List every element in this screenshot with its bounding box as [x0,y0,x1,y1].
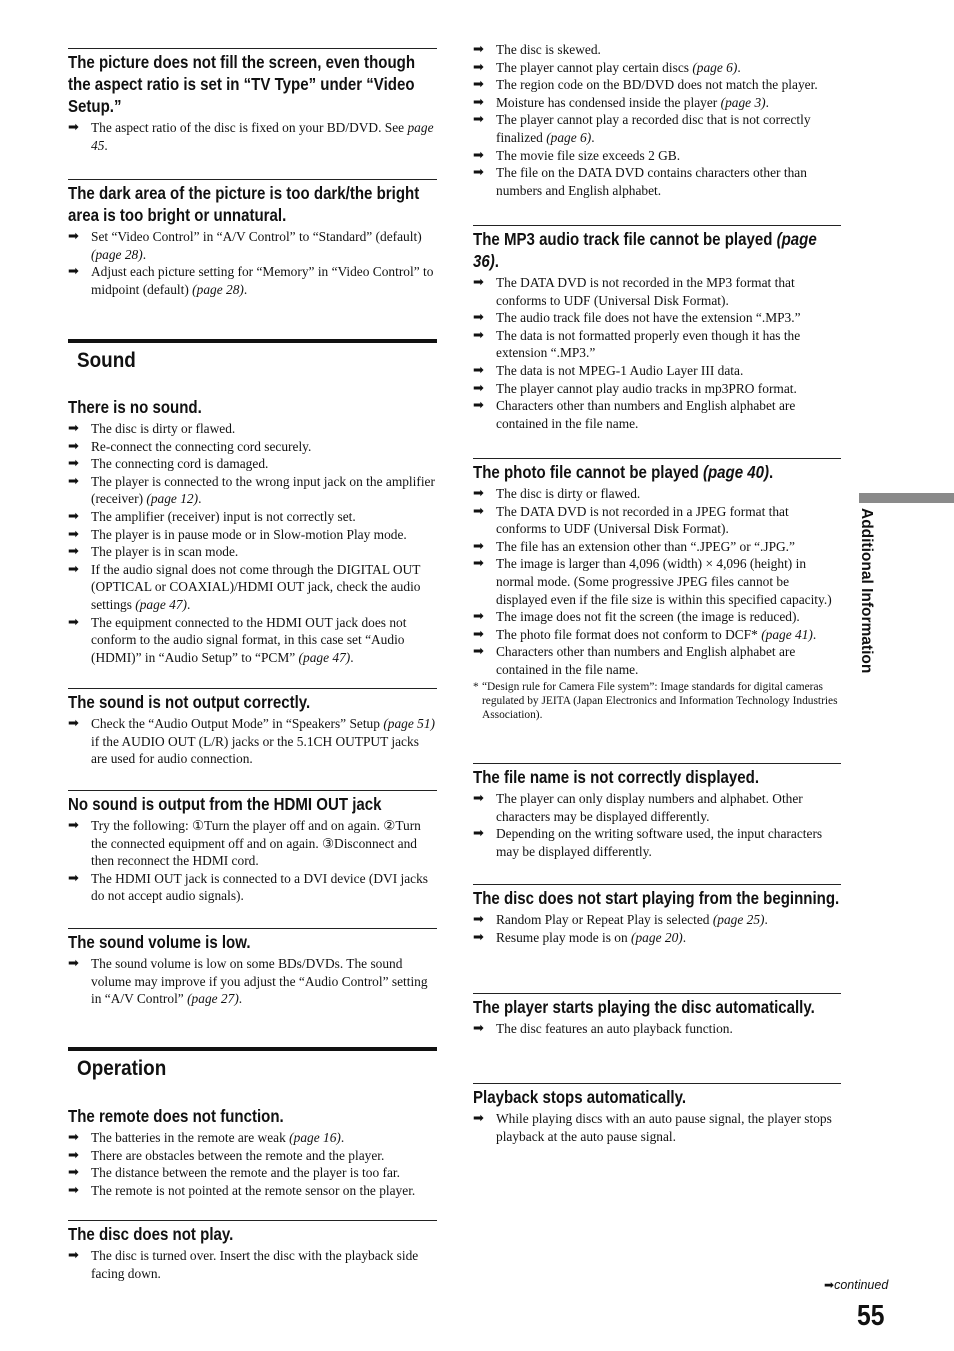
arrow-icon: ➡ [68,508,79,524]
topic-heading-text: There is no sound. [68,397,202,417]
item-text: The audio track file does not have the extension “.MP3.” [496,310,801,326]
category-operation [68,1047,437,1082]
page-reference: (page 28) [192,281,244,297]
page-reference: (page 25) [712,912,765,927]
continued-list [473,41,841,199]
topic-file-name [473,763,841,860]
item-text: The disc features an auto playback function. [496,1021,733,1036]
arrow-icon: ➡ [473,486,484,501]
solution-list [68,1129,437,1199]
topic-heading [473,887,840,909]
topic-heading-text: The player starts playing the disc automatically. [473,997,815,1017]
arrow-icon: ➡ [473,538,484,554]
solution-item [68,455,437,473]
item-text-end: . [198,491,202,507]
topic-heading-text: The photo file cannot be played [473,462,699,482]
solution-item [473,929,841,947]
topic-heading [473,766,840,788]
solution-list [473,1110,841,1145]
solution-item [68,473,437,508]
arrow-icon: ➡ [68,456,79,472]
arrow-icon: ➡ [68,614,79,630]
solution-item [68,508,437,526]
arrow-icon: ➡ [68,264,79,280]
solution-item [473,555,841,608]
solution-list [68,955,437,1008]
page-reference: (page 16) [289,1130,341,1145]
solution-item [473,111,841,146]
item-text: Random Play or Repeat Play is selected [496,912,710,927]
item-text: The file on the DATA DVD contains characters other than numbers and English alphabet. [496,165,807,198]
arrow-icon: ➡ [473,398,484,414]
arrow-icon: ➡ [68,229,79,244]
solution-list [473,41,841,199]
topic-heading [473,228,840,272]
topic-heading [68,182,436,226]
item-text: The player cannot play audio tracks in mp3PRO format. [496,380,797,396]
topic-heading-text: The sound is not output correctly. [68,692,311,712]
item-text: The aspect ratio of the disc is fixed on your BD/DVD. See [91,120,405,135]
arrow-icon: ➡ [473,165,484,181]
topic-heading [68,1223,436,1245]
page-reference: (page 41) [761,626,813,642]
item-text-end: . [812,626,817,642]
solution-item [473,825,841,860]
topic-no-hdmi-sound [68,790,437,905]
item-text: The disc is turned over. Insert the disc with the playback side facing down. [91,1248,419,1281]
arrow-icon: ➡ [68,544,79,560]
solution-item [473,538,841,556]
solution-list [473,911,841,946]
topic-heading-text: The remote does not function. [68,1106,284,1126]
item-text-end: if the AUDIO OUT (L/R) jacks or the 5.1CH OUTPUT jacks are used for audio connection. [91,733,419,767]
arrow-icon: ➡ [473,77,484,93]
arrow-icon: ➡ [68,473,79,489]
arrow-icon: ➡ [68,956,79,971]
arrow-icon: ➡ [473,112,484,128]
item-text-end: . [591,129,595,145]
topic-photo [473,458,841,723]
arrow-icon: ➡ [68,870,79,886]
item-text: The player cannot play certain discs [496,59,689,75]
item-text: Depending on the writing software used, the input characters may be displayed differently. [496,826,823,859]
page-reference: (page 3) [720,94,766,110]
topic-heading-text: The dark area of the picture is too dark/the bright area is too bright or unnatural. [68,183,420,225]
item-text-end: . [737,59,741,75]
arrow-icon: ➡ [473,94,484,110]
topic-heading [68,51,436,117]
page-reference: (page 27) [187,991,239,1007]
solution-list [68,119,437,154]
item-text: There are obstacles between the remote and the player. [91,1147,385,1163]
item-text: The sound volume is low on some BDs/DVDs. The sound volume may improve if you adjust the “Audio Control” setting in “A/V Control” [91,956,428,1007]
solution-list [473,274,841,432]
arrow-icon: ➡ [473,556,484,572]
item-text-end: . [186,596,191,612]
solution-list [68,228,437,298]
solution-item [68,1129,437,1147]
arrow-icon: ➡ [473,626,484,642]
topic-mp3 [473,225,841,432]
solution-item [68,119,437,154]
category-sound [68,339,437,374]
solution-list [68,715,437,768]
solution-item [68,1164,437,1182]
arrow-icon: ➡ [473,327,484,343]
topic-volume-low [68,928,437,1008]
page-reference: (page 6) [692,59,738,75]
item-text: The batteries in the remote are weak [91,1130,286,1145]
solution-item [68,817,437,870]
arrow-icon: ➡ [473,380,484,396]
topic-heading-text: The disc does not start playing from the beginning. [473,888,840,908]
solution-item [473,147,841,165]
item-text: Moisture has condensed inside the player [496,94,718,110]
solution-item [68,715,437,768]
solution-item [68,526,437,544]
solution-item [473,362,841,380]
topic-heading-text: The disc does not play. [68,1224,234,1244]
heading-end: . [769,462,774,482]
arrow-icon: ➡ [68,526,79,542]
solution-list [68,817,437,905]
item-text: The data is not formatted properly even though it has the extension “.MP3.” [496,327,801,361]
page-reference: (page 6) [546,129,592,145]
item-text: The connecting cord is damaged. [91,456,269,472]
solution-item [473,1020,841,1038]
solution-item [68,263,437,298]
solution-item [68,955,437,1008]
footnote [473,680,841,723]
arrow-icon: ➡ [473,644,484,660]
solution-item [473,608,841,626]
item-text: The DATA DVD is not recorded in the MP3 format that conforms to UDF (Universal Disk Format). [496,275,795,308]
arrow-icon: ➡ [68,818,79,833]
topic-heading [473,1086,840,1108]
solution-list [473,1020,841,1038]
topic-sound-not-correct [68,688,437,768]
arrow-icon: ➡ [473,275,484,290]
category-heading: Sound [77,349,136,372]
solution-item [68,420,437,438]
solution-item [473,485,841,503]
solution-item [473,309,841,327]
item-text: Adjust each picture setting for “Memory” in “Video Control” to midpoint (default) [91,264,434,297]
continued-arrow-icon: ➡ [824,1278,835,1292]
item-text-end: . [142,246,147,262]
arrow-icon: ➡ [68,1248,79,1263]
solution-item [473,41,841,59]
topic-heading [68,691,436,713]
item-text: The player can only display numbers and alphabet. Other characters may be displayed differently. [496,791,803,824]
item-text: The remote is not pointed at the remote sensor on the player. [91,1182,416,1198]
heading-end: . [494,251,499,271]
item-text: Re-connect the connecting cord securely. [91,438,312,454]
item-text: The disc is dirty or flawed. [91,421,236,436]
solution-item [68,543,437,561]
topic-auto-start [473,993,841,1038]
arrow-icon: ➡ [473,912,484,927]
topic-heading [473,461,840,483]
item-text: The disc is dirty or flawed. [496,486,641,501]
footnote-text: “Design rule for Camera File system”: Image standards for digital cameras regulated by JEITA (Japan Electronics and Information Technology Industries Association). [482,680,838,722]
solution-item [68,870,437,905]
solution-item [473,1110,841,1145]
solution-list [68,1247,437,1282]
solution-item [68,561,437,614]
item-text-end: . [765,94,769,110]
topic-heading-text: Playback stops automatically. [473,1087,687,1107]
solution-list [473,485,841,679]
side-tab-label: Additional Information [858,508,875,674]
item-text: Try the following: ①Turn the player off and on again. ②Turn the connected equipment off and on again. ③Disconnect and then reconnect the HDMI cord. [91,818,421,869]
arrow-icon: ➡ [68,1130,79,1145]
arrow-icon: ➡ [68,421,79,436]
solution-list [473,790,841,860]
solution-item [68,1147,437,1165]
topic-heading [68,931,436,953]
footnote-marker: * [473,680,479,693]
solution-item [473,94,841,112]
page-reference: page 45 [91,120,434,153]
solution-list [68,420,437,666]
arrow-icon: ➡ [473,1021,484,1036]
arrow-icon: ➡ [68,561,79,577]
solution-item [473,76,841,94]
arrow-icon: ➡ [473,310,484,326]
topic-heading-text: The picture does not fill the screen, even though the aspect ratio is set in “TV Type” under “Video Setup.” [68,52,416,116]
solution-item [68,438,437,456]
item-text: While playing discs with an auto pause signal, the player stops playback at the auto pause signal. [496,1111,832,1144]
item-text: The photo file format does not conform to DCF* [496,626,758,642]
item-text-end: . [238,991,243,1007]
arrow-icon: ➡ [473,362,484,378]
page-reference: (page 28) [91,246,143,262]
item-text-end: . [243,281,248,297]
page-number: 55 [857,1300,885,1332]
topic-no-sound [68,394,437,666]
topic-heading [68,793,436,815]
arrow-icon: ➡ [68,1165,79,1181]
arrow-icon: ➡ [473,826,484,842]
arrow-icon: ➡ [68,1147,79,1163]
topic-heading-text: The file name is not correctly displayed. [473,767,760,787]
topic-heading-text: No sound is output from the HDMI OUT jack [68,794,382,814]
solution-item [68,228,437,263]
item-text: The movie file size exceeds 2 GB. [496,147,681,163]
item-text: Characters other than numbers and English alphabet are contained in the file name. [496,644,796,677]
page-reference: (page 20) [631,929,683,945]
topic-auto-stop [473,1083,841,1145]
topic-remote [68,1103,437,1199]
item-text: The DATA DVD is not recorded in a JPEG format that conforms to UDF (Universal Disk Format). [496,503,789,537]
arrow-icon: ➡ [68,1182,79,1198]
solution-item [473,397,841,432]
topic-not-from-beginning [473,884,841,946]
item-text: The image does not fit the screen (the image is reduced). [496,609,800,625]
solution-item [473,626,841,644]
item-text-end: . [104,137,108,153]
solution-item [473,790,841,825]
item-text-end: . [682,929,687,945]
side-tab-bar [859,493,954,503]
continued-note [824,1278,888,1292]
solution-item [473,643,841,678]
item-text: The equipment connected to the HDMI OUT jack does not conform to the audio signal format, in this case set “Audio (HDMI)” in “Audio Setup” to “PCM” [91,614,407,665]
topic-heading [68,1105,436,1127]
item-text-end: . [350,649,354,665]
item-text: The file has an extension other than “.JPEG” or “.JPG.” [496,538,795,554]
item-text: The player is in scan mode. [91,544,239,560]
solution-item [473,911,841,929]
side-tab [854,508,878,686]
item-text: The player cannot play a recorded disc that is not correctly finalized [496,112,811,145]
page-reference: (page 12) [146,491,199,507]
item-text-end: . [764,912,768,927]
solution-item [473,503,841,538]
item-text: The player is in pause mode or in Slow-motion Play mode. [91,526,407,542]
topic-heading [68,396,436,418]
item-text: The data is not MPEG-1 Audio Layer III data. [496,362,744,378]
solution-item [68,1182,437,1200]
solution-item [68,1247,437,1282]
page-reference: (page 47) [135,596,187,612]
item-text: The HDMI OUT jack is connected to a DVI device (DVI jacks do not accept audio signals). [91,870,429,904]
arrow-icon: ➡ [473,59,484,75]
heading-page-reference: (page 40) [702,462,770,482]
item-text: Check the “Audio Output Mode” in “Speakers” Setup [91,716,380,731]
arrow-icon: ➡ [473,609,484,625]
solution-item [473,327,841,362]
topic-heading-text: The sound volume is low. [68,932,251,952]
item-text: The image is larger than 4,096 (width) × 4,096 (height) in normal mode. (Some progressive JPEG files cannot be displayed even if the file size is within this specified capacity.) [496,556,832,607]
solution-item [473,274,841,309]
item-text: The disc is skewed. [496,42,601,57]
item-text: The distance between the remote and the player is too far. [91,1165,400,1181]
category-heading: Operation [77,1057,167,1080]
item-text: The amplifier (receiver) input is not correctly set. [91,508,356,524]
page-reference: (page 51) [383,716,435,731]
solution-item [473,380,841,398]
arrow-icon: ➡ [473,929,484,945]
topic-heading [473,996,840,1018]
topic-dark-area [68,179,437,298]
topic-disc-not-play [68,1220,437,1282]
arrow-icon: ➡ [68,120,79,135]
item-text: If the audio signal does not come through the DIGITAL OUT (OPTICAL or COAXIAL)/HDMI OUT jack, check the audio settings [91,561,421,612]
arrow-icon: ➡ [473,42,484,57]
topic-picture-not-fill [68,48,437,154]
solution-item [68,614,437,667]
solution-item [473,164,841,199]
item-text-end: . [340,1130,345,1145]
arrow-icon: ➡ [473,1111,484,1126]
item-text: Resume play mode is on [496,929,628,945]
continued-label: continued [834,1278,889,1292]
arrow-icon: ➡ [68,438,79,454]
heading-page-reference: (page 36) [473,229,817,271]
arrow-icon: ➡ [473,147,484,163]
arrow-icon: ➡ [473,503,484,519]
page-reference: (page 47) [298,649,351,665]
arrow-icon: ➡ [68,716,79,731]
solution-item [473,59,841,77]
item-text: The region code on the BD/DVD does not match the player. [496,77,818,93]
topic-heading-text: The MP3 audio track file cannot be played [473,229,773,249]
item-text: The player is connected to the wrong input jack on the amplifier (receiver) [91,473,435,507]
item-text: Set “Video Control” in “A/V Control” to “Standard” (default) [91,229,422,244]
arrow-icon: ➡ [473,791,484,806]
item-text: Characters other than numbers and English alphabet are contained in the file name. [496,398,796,431]
